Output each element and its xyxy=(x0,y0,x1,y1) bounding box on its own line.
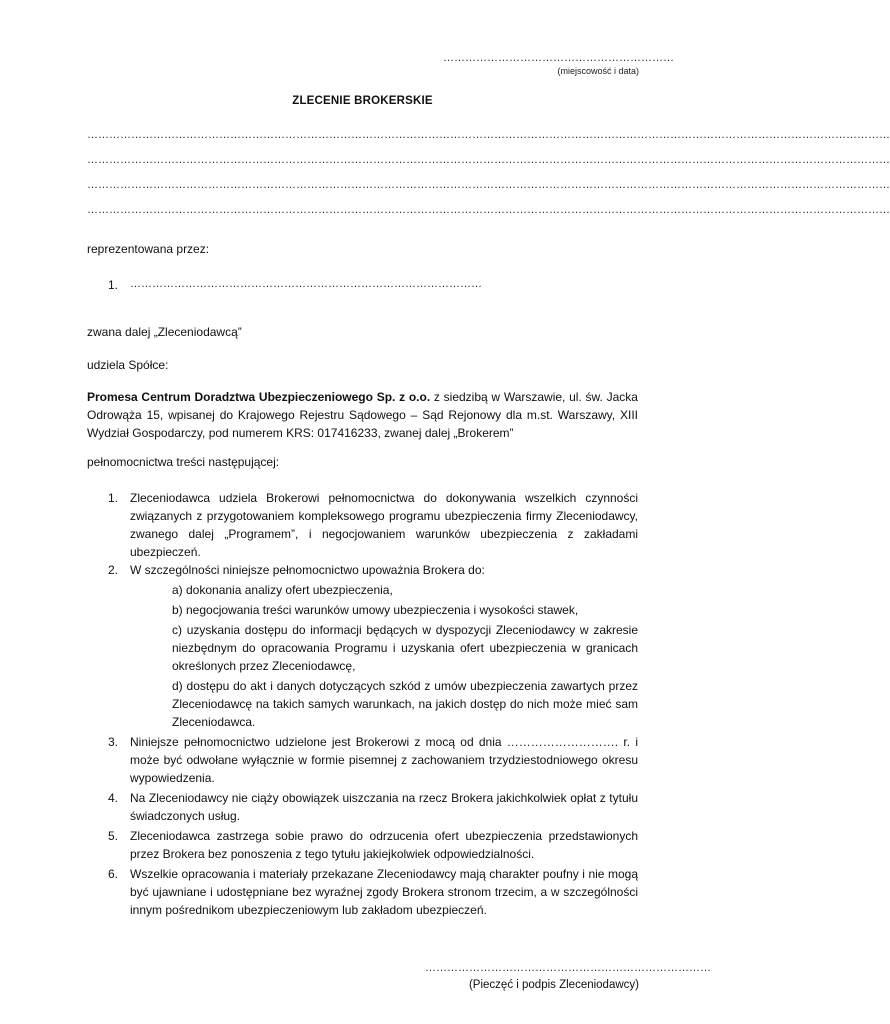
clause-text: Zleceniodawca udziela Brokerowi pełnomocnictwa do dokonywania wszelkich czynności związanych z przygotowaniem kompleksowego programu ubezpieczenia firmy Zleceniodawcy, zwanego dalej „Programem”, i negocjowaniem warunków ubezpieczenia z zakładami ubezpieczeń. xyxy=(130,491,638,559)
clause-text: W szczególności niniejsze pełnomocnictwo upoważnia Brokera do: xyxy=(130,563,485,577)
clause-1 xyxy=(87,489,638,561)
clauses xyxy=(87,489,638,919)
representative-line: …………………………………………………………………………………… xyxy=(130,278,482,290)
document-title: ZLECENIE BROKERSKIE xyxy=(292,95,433,107)
company-details: z siedzibą w Warszawie, ul. św. Jacka Odrowąża 15, wpisanej do Krajowego Rejestru Sądowego – Sąd Rejonowy dla m.st. Warszawy, XIII Wydział Gospodarczy, pod numerem KRS: 017416233, zwanej dalej „Brokerem” xyxy=(87,390,638,440)
company-paragraph xyxy=(87,388,638,442)
clause-number: 6. xyxy=(108,867,119,881)
grants-to-label: udziela Spółce: xyxy=(87,358,169,372)
signature-caption: (Pieczęć i podpis Zleceniodawcy) xyxy=(468,979,639,991)
clause-number: 4. xyxy=(108,791,119,805)
clause-2-sub-a: a) dokonania analizy ofert ubezpieczenia, xyxy=(172,583,393,597)
clause-2-sub-d: d) dostępu do akt i danych dotyczących szkód z umów ubezpieczenia zawartych przez Zleceniodawcę na takich samych warunkach, na jakich dostęp do nich może mieć sam Zleceniodawca. xyxy=(172,679,638,729)
client-line-4: ………………………………………………………………………………………………………………………………………………………………………………………………… xyxy=(87,204,890,216)
client-line-3: ………………………………………………………………………………………………………………………………………………………………………………………………… xyxy=(87,179,890,191)
clause-text: Zleceniodawca zastrzega sobie prawo do odrzucenia ofert ubezpieczenia przedstawionych przez Brokera bez ponoszenia z tego tytułu jakiejkolwiek odpowiedzialności. xyxy=(130,829,638,861)
clause-3 xyxy=(87,733,638,787)
clause-text: Niniejsze pełnomocnictwo udzielone jest Brokerowi z mocą od dnia ………………………. r. i może być odwołane wyłącznie w formie pisemnej z zachowaniem trzydziestodniowego okresu wypowiedzenia. xyxy=(130,735,638,785)
clause-text: Na Zleceniodawcy nie ciąży obowiązek uiszczania na rzecz Brokera jakichkolwiek opłat z tytułu świadczonych usług. xyxy=(130,791,638,823)
represented-by-label: reprezentowana przez: xyxy=(87,242,210,256)
clause-number: 5. xyxy=(108,829,119,843)
client-alias: zwana dalej „Zleceniodawcą” xyxy=(87,325,242,339)
place-date-caption: (miejscowość i data) xyxy=(557,66,639,76)
clause-2-sub-c: c) uzyskania dostępu do informacji będących w dyspozycji Zleceniodawcy w zakresie niezbędnym do opracowania Programu i uzyskania ofert ubezpieczenia w granicach określonych przez Zleceniodawcę, xyxy=(172,623,638,673)
client-line-2: ………………………………………………………………………………………………………………………………………………………………………………………………… xyxy=(87,154,890,166)
place-date-line: ……………………………………………………… xyxy=(443,52,674,64)
clause-number: 1. xyxy=(108,491,119,505)
clause-5 xyxy=(87,827,638,863)
clause-4 xyxy=(87,789,638,825)
clause-2 xyxy=(87,561,638,579)
clause-text: Wszelkie opracowania i materiały przekazane Zleceniodawcy mają charakter poufny i nie mogą być ujawniane i udostępniane bez wyraźnej zgody Brokera stronom trzecim, a w szczególności innym pośrednikom ubezpieczeniowym lub zakładom ubezpieczeń. xyxy=(130,867,638,917)
clause-6 xyxy=(87,865,638,919)
representative-number: 1. xyxy=(108,278,119,292)
power-intro: pełnomocnictwa treści następującej: xyxy=(87,455,280,469)
clause-number: 3. xyxy=(108,735,119,749)
clause-2-sub-b: b) negocjowania treści warunków umowy ubezpieczenia i wysokości stawek, xyxy=(172,603,579,617)
client-line-1: ………………………………………………………………………………………………………………………………………………………………………………………………… xyxy=(87,129,890,141)
clause-number: 2. xyxy=(108,563,119,577)
signature-line: …………………………………………………………………… xyxy=(425,962,711,974)
company-name: Promesa Centrum Doradztwa Ubezpieczeniowego Sp. z o.o. xyxy=(87,390,431,404)
